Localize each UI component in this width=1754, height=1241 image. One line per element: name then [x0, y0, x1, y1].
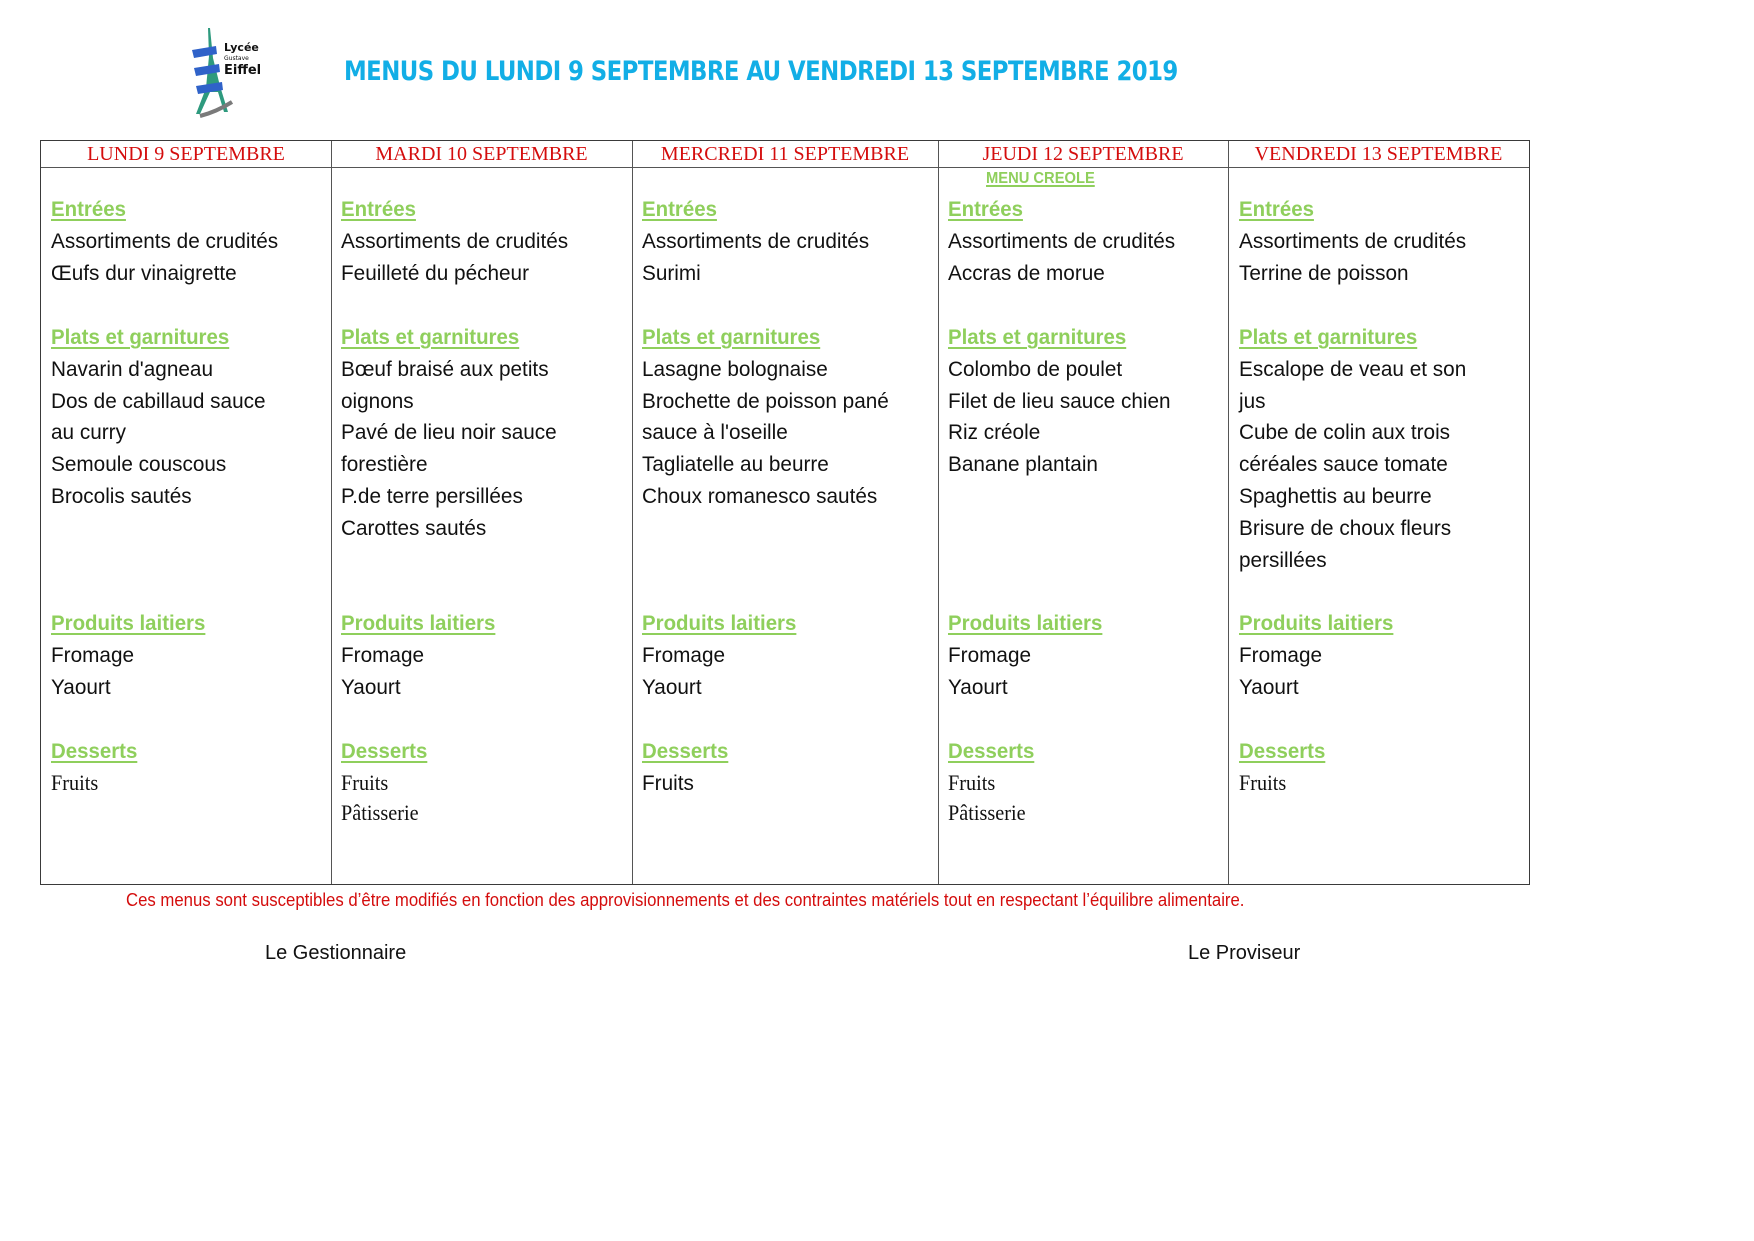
signature-gestionnaire: Le Gestionnaire: [265, 942, 407, 964]
menu-item: Fruits: [51, 769, 99, 795]
school-logo: [186, 26, 270, 120]
menu-item: Œufs dur vinaigrette: [51, 260, 237, 285]
day-header-friday: VENDREDI 13 SEPTEMBRE: [1254, 143, 1503, 165]
menu-item: forestière: [341, 452, 428, 477]
disclaimer-note: Ces menus sont susceptibles d’être modifiés en fonction des approvisionnements et des contraintes matériels tout en respectant l’équilibre alimentaire.: [126, 890, 1245, 910]
menu-item: Yaourt: [948, 674, 1008, 699]
signature-proviseur: Le Proviseur: [1188, 942, 1301, 964]
menu-item: Banane plantain: [948, 452, 1098, 477]
section-header-produits-laitiers: Produits laitiers: [1239, 611, 1394, 635]
logo-text-eiffel: Eiffel: [224, 63, 262, 78]
section-header-plats-et-garnitures: Plats et garnitures: [51, 325, 230, 349]
menu-item: Fruits: [341, 769, 389, 795]
menu-item: Yaourt: [341, 674, 401, 699]
section-header-desserts: Desserts: [642, 739, 729, 763]
section-header-produits-laitiers: Produits laitiers: [341, 611, 496, 635]
menu-item: Cube de colin aux trois: [1239, 420, 1451, 445]
menu-item: Lasagne bolognaise: [642, 356, 828, 381]
menu-item: Fromage: [948, 642, 1032, 667]
menu-item: céréales sauce tomate: [1239, 452, 1448, 477]
menu-item: Fromage: [1239, 642, 1323, 667]
section-header-entrees: Entrées: [948, 197, 1023, 221]
column-divider: [1228, 141, 1229, 884]
column-divider: [331, 141, 332, 884]
day-header-tuesday: MARDI 10 SEPTEMBRE: [375, 143, 588, 165]
day-header-monday: LUNDI 9 SEPTEMBRE: [87, 143, 285, 165]
menu-item: Brocolis sautés: [51, 484, 192, 508]
menu-item: Navarin d'agneau: [51, 356, 213, 381]
section-header-plats-et-garnitures: Plats et garnitures: [341, 325, 520, 349]
menu-item: Yaourt: [51, 674, 111, 699]
menu-item: Pâtisserie: [341, 799, 419, 825]
menu-item: Semoule couscous: [51, 452, 227, 477]
menu-item: Assortiments de crudités: [51, 228, 279, 253]
menu-item: Filet de lieu sauce chien: [948, 388, 1171, 413]
menu-item: Assortiments de crudités: [341, 228, 569, 253]
menu-item: Brisure de choux fleurs: [1239, 515, 1452, 540]
menu-item: Yaourt: [642, 674, 702, 699]
section-header-entrees: Entrées: [1239, 197, 1314, 221]
section-header-plats-et-garnitures: Plats et garnitures: [948, 325, 1127, 349]
menu-item: Fromage: [51, 642, 135, 667]
menu-item: Fruits: [642, 770, 694, 795]
menu-item: Assortiments de crudités: [642, 228, 870, 253]
menu-item: Choux romanesco sautés: [642, 484, 878, 508]
section-header-plats-et-garnitures: Plats et garnitures: [1239, 325, 1418, 349]
section-header-desserts: Desserts: [51, 739, 138, 763]
header-divider: [41, 167, 1529, 168]
menu-item: Tagliatelle au beurre: [642, 452, 829, 477]
menu-item: Brochette de poisson pané: [642, 388, 889, 413]
column-divider: [938, 141, 939, 884]
section-header-desserts: Desserts: [1239, 739, 1326, 763]
section-header-produits-laitiers: Produits laitiers: [948, 611, 1103, 635]
menu-item: Fruits: [948, 769, 996, 795]
menu-item: Dos de cabillaud sauce: [51, 388, 266, 413]
creole-menu-label: MENU CREOLE: [986, 170, 1095, 187]
column-divider: [632, 141, 633, 884]
day-header-thursday: JEUDI 12 SEPTEMBRE: [982, 143, 1184, 165]
day-header-wednesday: MERCREDI 11 SEPTEMBRE: [660, 143, 910, 165]
menu-item: Pavé de lieu noir sauce: [341, 420, 557, 445]
menu-item: Surimi: [642, 260, 701, 285]
menu-item: Assortiments de crudités: [1239, 228, 1467, 253]
menu-item: Pâtisserie: [948, 799, 1026, 825]
menu-item: Escalope de veau et son: [1239, 356, 1467, 381]
section-header-entrees: Entrées: [51, 197, 126, 221]
section-header-plats-et-garnitures: Plats et garnitures: [642, 325, 821, 349]
section-header-entrees: Entrées: [642, 197, 717, 221]
menu-item: Fromage: [341, 642, 425, 667]
section-header-produits-laitiers: Produits laitiers: [51, 611, 206, 635]
menu-item: Riz créole: [948, 420, 1041, 445]
page-title: MENUS DU LUNDI 9 SEPTEMBRE AU VENDREDI 13 SEPTEMBRE 2019: [344, 56, 1178, 87]
menu-item: Terrine de poisson: [1239, 260, 1409, 285]
section-header-entrees: Entrées: [341, 197, 416, 221]
menu-item: jus: [1239, 388, 1266, 413]
menu-item: Fromage: [642, 642, 726, 667]
menu-item: Colombo de poulet: [948, 356, 1123, 381]
menu-item: au curry: [51, 420, 126, 445]
menu-item: Bœuf braisé aux petits: [341, 356, 549, 381]
menu-item: Spaghettis au beurre: [1239, 484, 1432, 508]
menu-item: Feuilleté du pécheur: [341, 260, 530, 285]
menu-item: sauce à l'oseille: [642, 420, 788, 445]
menu-item: P.de terre persillées: [341, 484, 523, 508]
menu-item: Assortiments de crudités: [948, 228, 1176, 253]
menu-item: persillées: [1239, 547, 1327, 572]
menu-item: Yaourt: [1239, 674, 1299, 699]
menu-item: oignons: [341, 388, 414, 413]
section-header-desserts: Desserts: [948, 739, 1035, 763]
menu-item: Fruits: [1239, 769, 1287, 795]
section-header-desserts: Desserts: [341, 739, 428, 763]
logo-text-gustave: Gustave: [224, 55, 249, 62]
logo-text-lycee: Lycée: [224, 41, 259, 54]
menu-item: Carottes sautés: [341, 515, 487, 540]
menu-item: Accras de morue: [948, 260, 1105, 285]
section-header-produits-laitiers: Produits laitiers: [642, 611, 797, 635]
